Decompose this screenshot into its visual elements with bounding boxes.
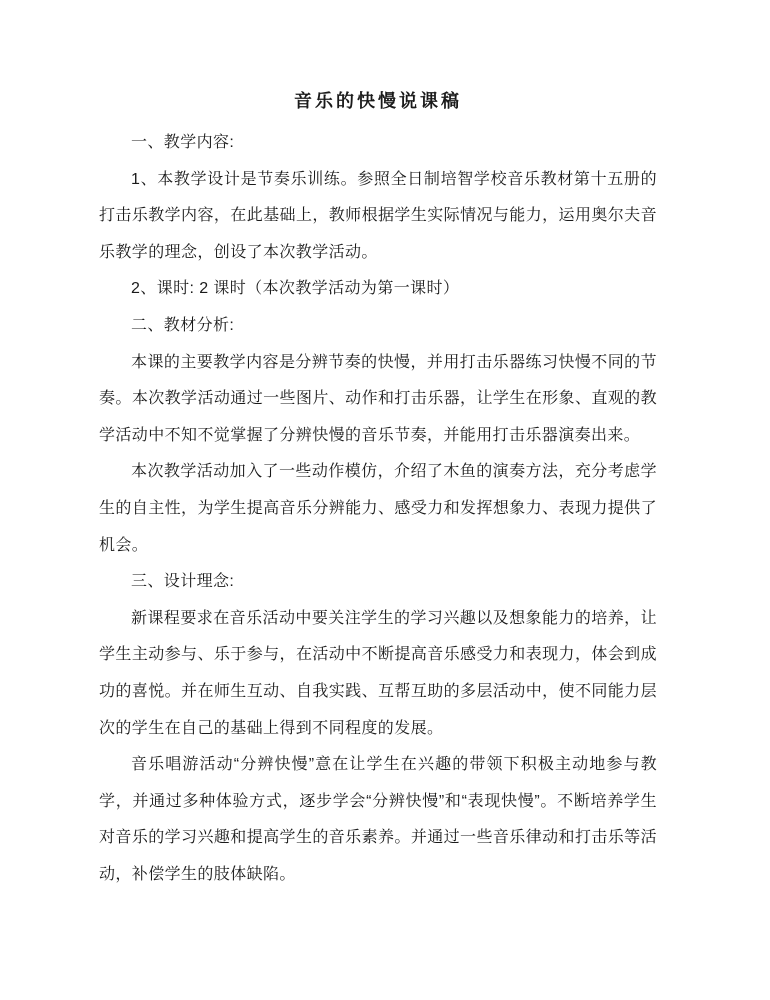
- section-heading: 二、教材分析:: [131, 316, 235, 334]
- paragraph: 音乐唱游活动“分辨快慢”意在让学生在兴趣的带领下积极主动地参与教学，并通过多种体验方式，逐步学会“分辨快慢”和“表现快慢”。不断培养学生对音乐的学习兴趣和提高学生的音乐素养。并通过一些音乐律动和打击乐等活动，补偿学生的肢体缺陷。: [99, 756, 657, 883]
- section-heading: 一、教学内容:: [131, 134, 235, 151]
- paragraph: 2、课时: 2 课时（本次教学活动为第一课时）: [131, 280, 460, 298]
- paragraph: 本次教学活动加入了一些动作模仿，介绍了木鱼的演奏方法，充分考虑学生的自主性，为学生提高音乐分辨能力、感受力和发挥想象力、表现力提供了机会。: [99, 463, 657, 554]
- section-heading: 三、设计理念:: [131, 573, 235, 591]
- paragraph: 新课程要求在音乐活动中要关注学生的学习兴趣以及想象能力的培养，让学生主动参与、乐于参与，在活动中不断提高音乐感受力和表现力，体会到成功的喜悦。并在师生互动、自我实践、互帮互助的多层活动中，使不同能力层次的学生在自己的基础上得到不同程度的发展。: [99, 609, 657, 737]
- paragraph: 本课的主要教学内容是分辨节奏的快慢，并用打击乐器练习快慢不同的节奏。本次教学活动通过一些图片、动作和打击乐器，让学生在形象、直观的教学活动中不知不觉掌握了分辨快慢的音乐节奏，并能用打击乐器演奏出来。: [99, 353, 657, 444]
- paragraph: 1、本教学设计是节奏乐训练。参照全日制培智学校音乐教材第十五册的打击乐教学内容，在此基础上，教师根据学生实际情况与能力，运用奥尔夫音乐教学的理念，创设了本次教学活动。: [99, 170, 657, 261]
- document-title: 音乐的快慢说课稿: [294, 91, 462, 111]
- document-body: [99, 125, 657, 893]
